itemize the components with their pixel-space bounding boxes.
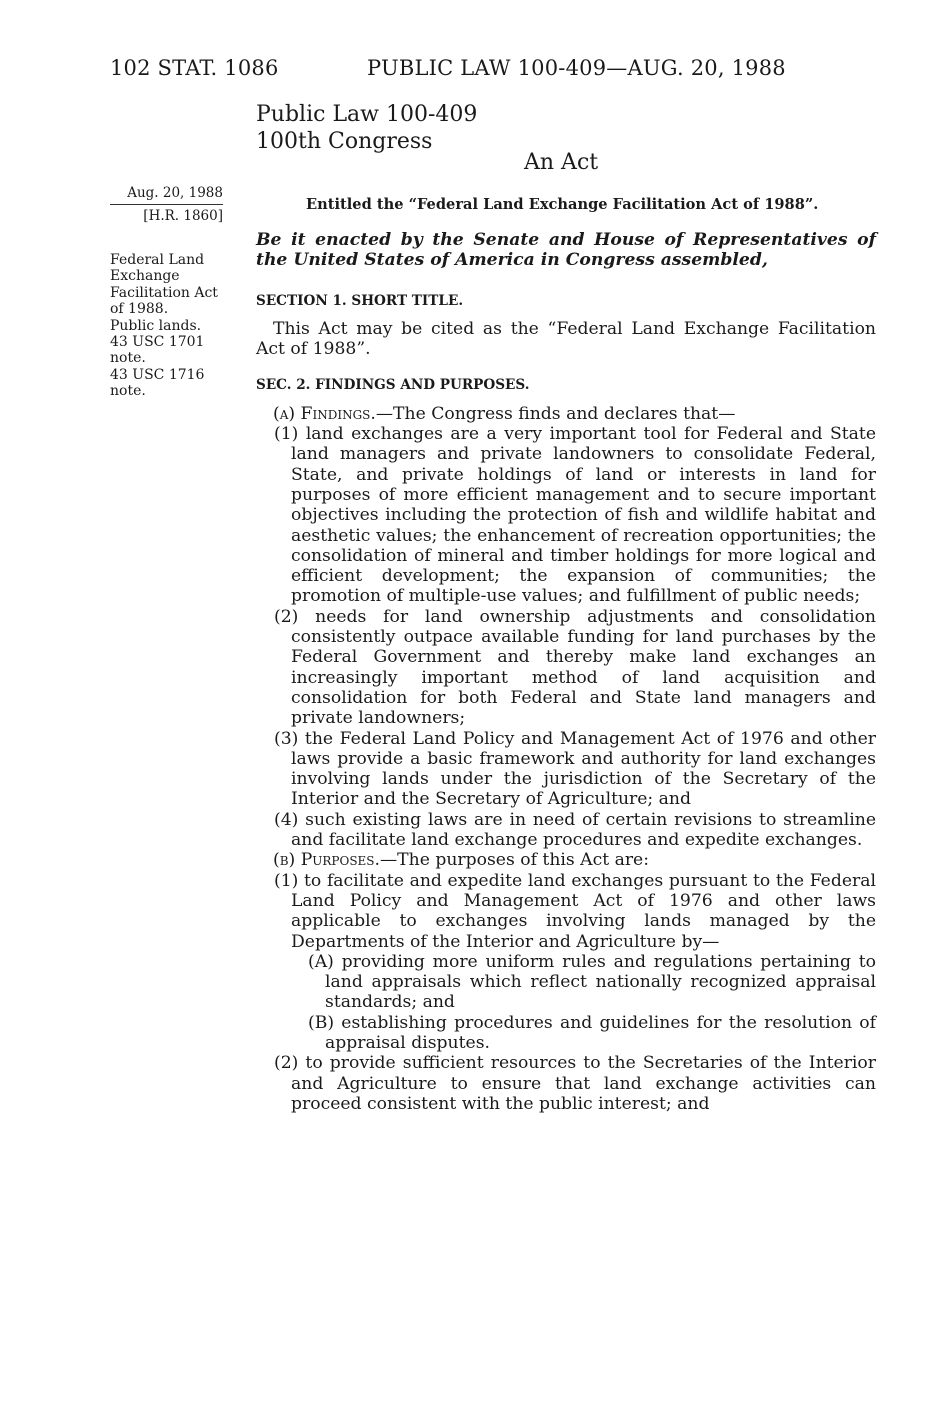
findings-intro: —The Congress finds and declares that— xyxy=(375,403,736,424)
purposes-paragraph xyxy=(256,850,876,870)
finding-item: (2) needs for land ownership adjustments and consolidation consistently outpace available funding for land purchases by the Federal Government and thereby make land exchanges an increasingly important method of land acquisition and consolidation for both Federal and State land managers and private landowners; xyxy=(274,606,876,729)
purpose-item: (2) to provide sufficient resources to the Secretaries of the Interior and Agriculture to ensure that land exchange activities can proceed consistent with the public interest; and xyxy=(274,1053,876,1114)
margin-note: Public lands. xyxy=(110,317,202,334)
purposes-intro: —The purposes of this Act are: xyxy=(379,850,650,871)
margin-note: 43 USC 1701 xyxy=(110,334,205,351)
findings-label: (a) Findings. xyxy=(273,403,376,424)
enacting-clause: Be it enacted by the Senate and House of Representatives of the United States of America in Congress assembled, xyxy=(256,230,876,271)
entitled-line: Entitled the “Federal Land Exchange Facilitation Act of 1988”. xyxy=(306,196,819,213)
purpose-item: (1) to facilitate and expedite land exchanges pursuant to the Federal Land Policy and Management Act of 1976 and other laws applicable to exchanges involving lands managed by the Departments of the Interior and Agriculture by— xyxy=(274,870,876,952)
section-2-heading: SEC. 2. FINDINGS AND PURPOSES. xyxy=(256,377,530,394)
margin-note: Facilitation Act xyxy=(110,284,218,301)
purpose-subitem: (B) establishing procedures and guidelines for the resolution of appraisal disputes. xyxy=(308,1012,876,1053)
margin-note: note. xyxy=(110,383,146,400)
finding-item: (4) such existing laws are in need of certain revisions to streamline and facilitate land exchange procedures and expedite exchanges. xyxy=(274,809,876,851)
finding-item: (1) land exchanges are a very important tool for Federal and State land managers and private landowners to consolidate Federal, State, and private holdings of land or interests in land for purposes of more efficient management and to secure important objectives including the protection of fish and wildlife habitat and aesthetic values; the enhancement of recreation opportunities; the consolidation of mineral and timber holdings for more logical and efficient development; the expansion of communities; the promotion of multiple-use values; and fulfillment of public needs; xyxy=(274,424,876,607)
public-law-number: Public Law 100-409 xyxy=(256,102,478,127)
running-head xyxy=(110,56,786,80)
findings-paragraph xyxy=(256,404,876,424)
section-1-text: This Act may be cited as the “Federal Land Exchange Facilitation Act of 1988”. xyxy=(256,318,876,360)
margin-bill-number: [H.R. 1860] xyxy=(143,208,223,224)
purpose-subitem: (A) providing more uniform rules and regulations pertaining to land appraisals which reflect nationally recognized appraisal standards; and xyxy=(308,951,876,1013)
act-body xyxy=(256,230,876,1114)
finding-item: (3) the Federal Land Policy and Management Act of 1976 and other laws provide a basic framework and authority for land exchanges involving lands under the jurisdiction of the Secretary of the Interior and the Secretary of Agriculture; and xyxy=(274,728,876,810)
margin-note: 43 USC 1716 xyxy=(110,366,205,383)
section-1-heading: SECTION 1. SHORT TITLE. xyxy=(256,292,464,309)
margin-note: of 1988. xyxy=(110,301,169,318)
purposes-label: (b) Purposes. xyxy=(273,850,380,871)
an-act-heading: An Act xyxy=(524,150,599,175)
margin-note: Federal Land xyxy=(110,252,205,268)
margin-note: Exchange xyxy=(110,268,180,285)
margin-date: Aug. 20, 1988 xyxy=(110,185,223,205)
margin-note: note. xyxy=(110,350,146,367)
stat-page-number: 102 STAT. 1086 xyxy=(110,56,279,80)
congress-number: 100th Congress xyxy=(256,129,433,154)
running-title: PUBLIC LAW 100-409—AUG. 20, 1988 xyxy=(367,56,786,80)
law-identification xyxy=(256,101,477,155)
margin-notes xyxy=(110,252,238,400)
